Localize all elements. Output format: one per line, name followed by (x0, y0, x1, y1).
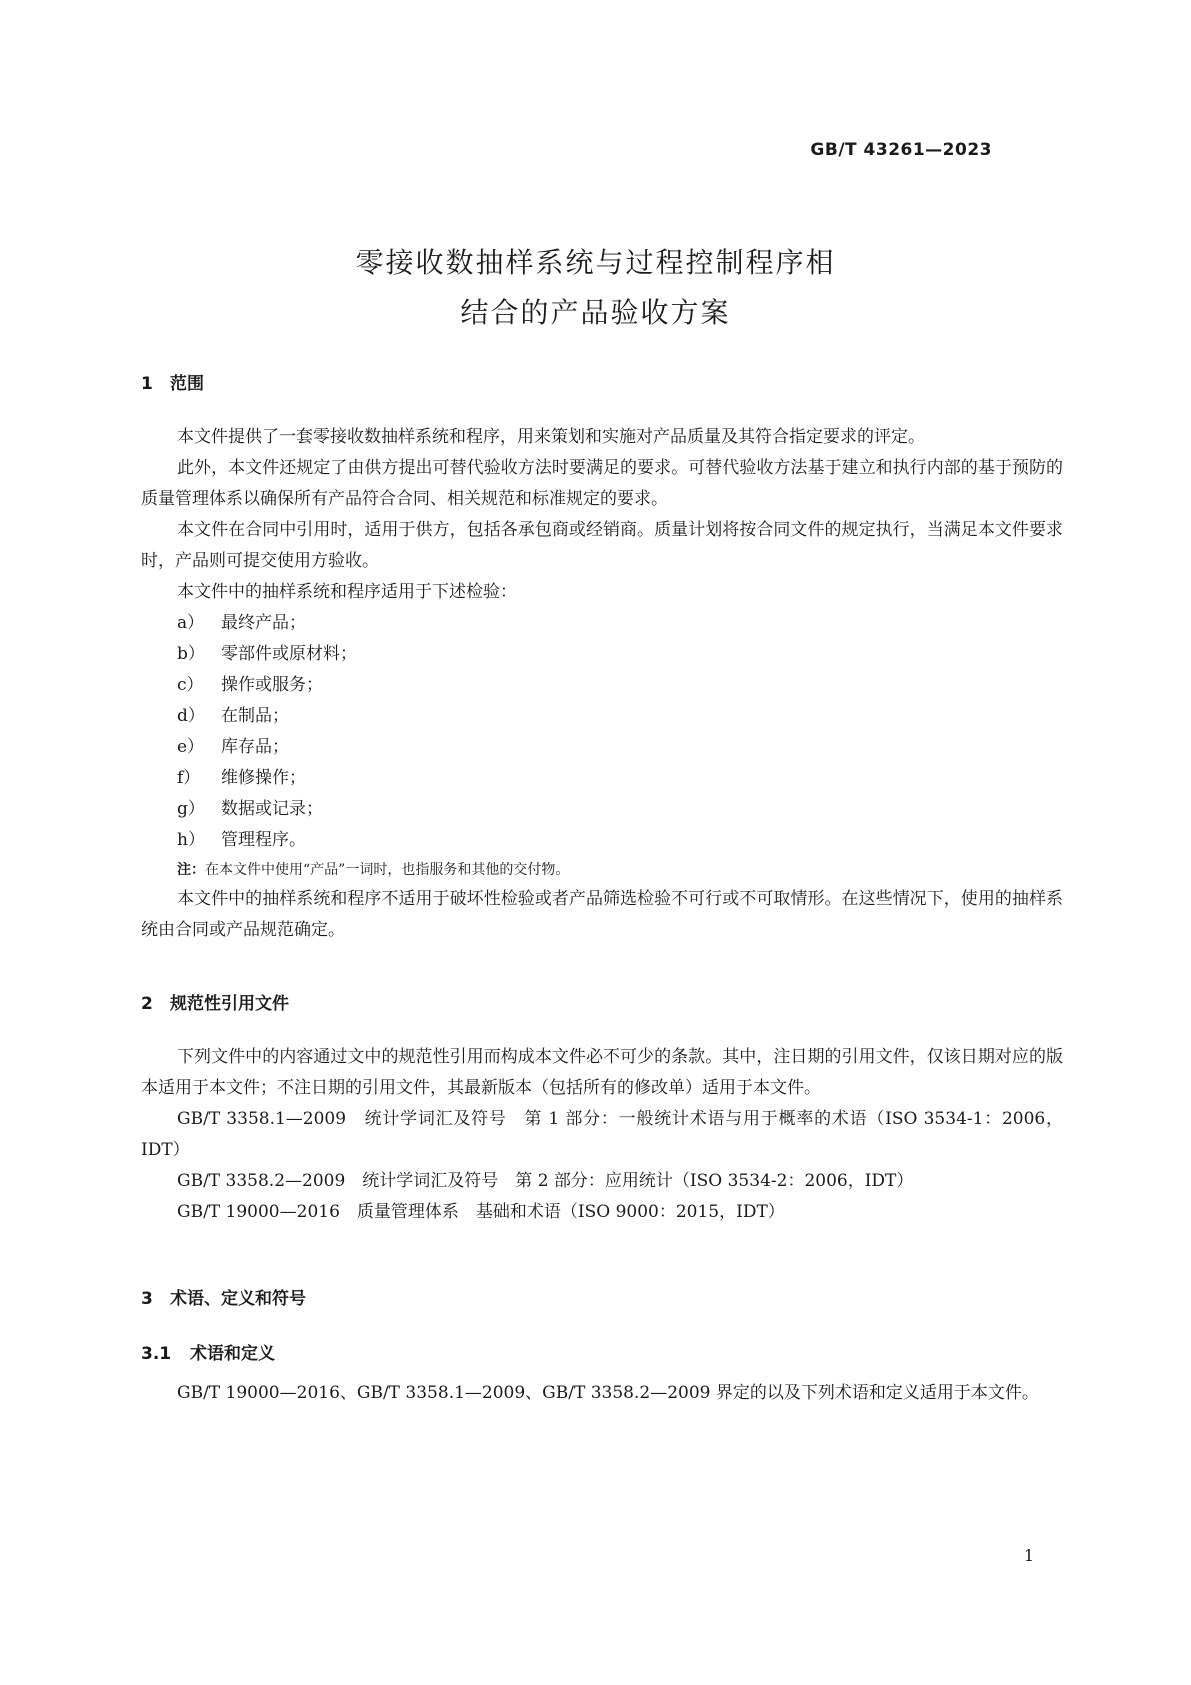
document-title (0, 238, 1191, 338)
list-item (141, 825, 1063, 856)
paragraph: 本文件提供了一套零接收数抽样系统和程序，用来策划和实施对产品质量及其符合指定要求的评定。 (177, 427, 925, 447)
section-3-heading (141, 1284, 306, 1309)
list-item-text: 最终产品； (221, 613, 306, 633)
reference-item: GB/T 3358.2—2009 统计学词汇及符号 第 2 部分：应用统计（ISO 3534-2：2006，IDT） (177, 1171, 914, 1191)
list-item-text: 在制品； (221, 706, 289, 726)
list-item-label: c） (177, 675, 204, 695)
list-item (141, 732, 1063, 763)
list-item-label: f） (177, 768, 201, 788)
list-item (141, 701, 1063, 732)
section-2-title: 规范性引用文件 (170, 994, 289, 1014)
subsection-3-1-heading (141, 1339, 275, 1364)
list-item (141, 794, 1063, 825)
note-text: 在本文件中使用“产品”一词时，也指服务和其他的交付物。 (205, 862, 570, 878)
paragraph: 本文件中的抽样系统和程序不适用于破坏性检验或者产品筛选检验不可行或不可取情形。在这些情况下，使用的抽样系统由合同或产品规范确定。 (141, 889, 1063, 940)
list-item (141, 608, 1063, 639)
paragraph: GB/T 19000—2016、GB/T 3358.1—2009、GB/T 3358.2—2009 界定的以及下列术语和定义适用于本文件。 (177, 1383, 1039, 1403)
section-1-number: 1 (141, 374, 153, 394)
section-2-number: 2 (141, 994, 153, 1014)
section-1-body (141, 422, 1063, 946)
section-3-number: 3 (141, 1289, 153, 1309)
list-item-label: h） (177, 830, 205, 850)
list-item-label: d） (177, 706, 205, 726)
list-item-text: 库存品； (221, 737, 289, 757)
list-item-text: 数据或记录； (221, 799, 323, 819)
list-item-text: 零部件或原材料； (221, 644, 357, 664)
title-line-2: 结合的产品验收方案 (460, 296, 731, 329)
section-3-title: 术语、定义和符号 (170, 1289, 306, 1309)
list-item-label: a） (177, 613, 205, 633)
paragraph: 下列文件中的内容通过文中的规范性引用而构成本文件必不可少的条款。其中，注日期的引用文件，仅该日期对应的版本适用于本文件；不注日期的引用文件，其最新版本（包括所有的修改单）适用于本文件。 (141, 1047, 1063, 1098)
list-item (141, 670, 1063, 701)
section-1-heading (141, 369, 204, 394)
paragraph: 此外，本文件还规定了由供方提出可替代验收方法时要满足的要求。可替代验收方法基于建立和执行内部的基于预防的质量管理体系以确保所有产品符合合同、相关规范和标准规定的要求。 (141, 458, 1063, 509)
list-item-label: b） (177, 644, 205, 664)
section-1-title: 范围 (170, 374, 204, 394)
list-item-text: 维修操作； (221, 768, 306, 788)
subsection-3-1-title: 术语和定义 (190, 1344, 275, 1364)
list-item-text: 操作或服务； (221, 675, 323, 695)
section-2-heading (141, 989, 289, 1014)
list-item-text: 管理程序。 (221, 830, 306, 850)
paragraph: 本文件在合同中引用时，适用于供方，包括各承包商或经销商。质量计划将按合同文件的规定执行，当满足本文件要求时，产品则可提交使用方验收。 (141, 520, 1063, 571)
section-2-body (141, 1042, 1063, 1228)
reference-item: GB/T 3358.1—2009 统计学词汇及符号 第 1 部分：一般统计术语与用于概率的术语（ISO 3534-1：2006，IDT） (141, 1109, 1063, 1160)
standard-number: GB/T 43261—2023 (810, 140, 992, 160)
list-item-label: e） (177, 737, 205, 757)
title-line-1: 零接收数抽样系统与过程控制程序相 (355, 246, 836, 279)
list-item-label: g） (177, 799, 205, 819)
subsection-3-1-body (141, 1378, 1063, 1409)
reference-item: GB/T 19000—2016 质量管理体系 基础和术语（ISO 9000：2015，IDT） (177, 1202, 785, 1222)
note (141, 856, 1063, 884)
note-label: 注： (177, 862, 205, 878)
list-item (141, 763, 1063, 794)
page-number: 1 (1023, 1546, 1034, 1565)
subsection-3-1-number: 3.1 (141, 1344, 172, 1364)
list-item (141, 639, 1063, 670)
paragraph: 本文件中的抽样系统和程序适用于下述检验： (177, 582, 517, 602)
